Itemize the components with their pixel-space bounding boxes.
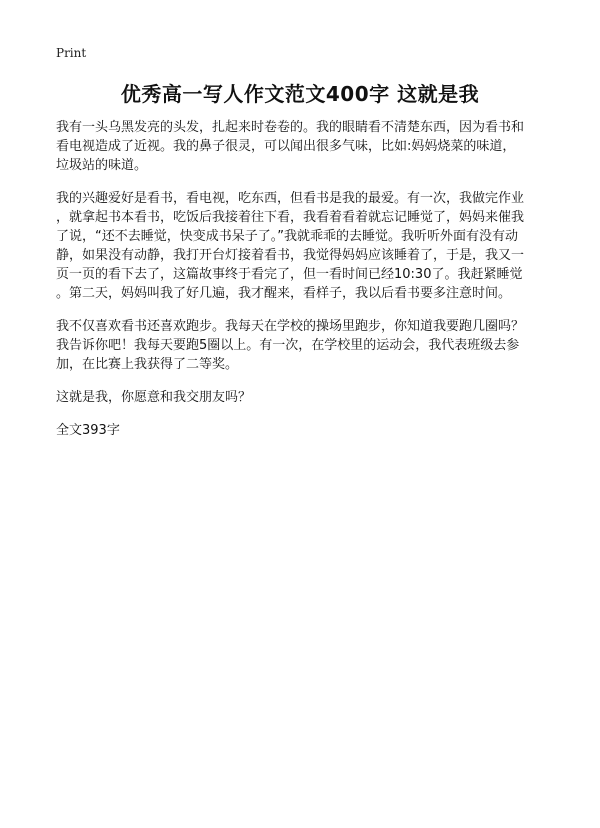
article-body bbox=[56, 118, 552, 440]
paragraph-appearance: 我有一头乌黑发亮的头发，扎起来时卷卷的。我的眼睛看不清楚东西，因为看书和 看电视造成了近视。我的鼻子很灵，可以闻出很多气味，比如:妈妈烧菜的味道， 垃圾站的味道。 bbox=[56, 120, 525, 173]
page-title: 优秀高一写人作文范文400字 这就是我 bbox=[120, 82, 480, 106]
paragraph-hobbies: 我的兴趣爱好是看书，看电视，吃东西，但看书是我的最爱。有一次，我做完作业 ，就拿起书本看书，吃饭后我接着往下看，我看着看着就忘记睡觉了，妈妈来催我 了说，“还不去睡觉，快变成书呆子了。”我就乖乖的去睡觉。我听听外面有没有动 静，如果没有动静，我打开台灯接着看书，我觉得妈妈应该睡着了，于是，我又一 页一页的看下去了，这篇故事终于看完了，但一看时间已经10:30了。我赶紧睡觉 。第二天，妈妈叫我了好几遍，我才醒来，看样子，我以后看书要多注意时间。 bbox=[56, 191, 525, 301]
paragraph-running: 我不仅喜欢看书还喜欢跑步。我每天在学校的操场里跑步，你知道我要跑几圈吗？ 我告诉你吧！我每天要跑5圈以上。有一次，在学校里的运动会，我代表班级去参 加，在比赛上我获得了二等奖。 bbox=[56, 319, 525, 372]
print-link[interactable]: Print bbox=[56, 46, 87, 60]
word-count: 全文393字 bbox=[56, 423, 120, 438]
paragraph-closing: 这就是我，你愿意和我交朋友吗？ bbox=[56, 390, 252, 405]
